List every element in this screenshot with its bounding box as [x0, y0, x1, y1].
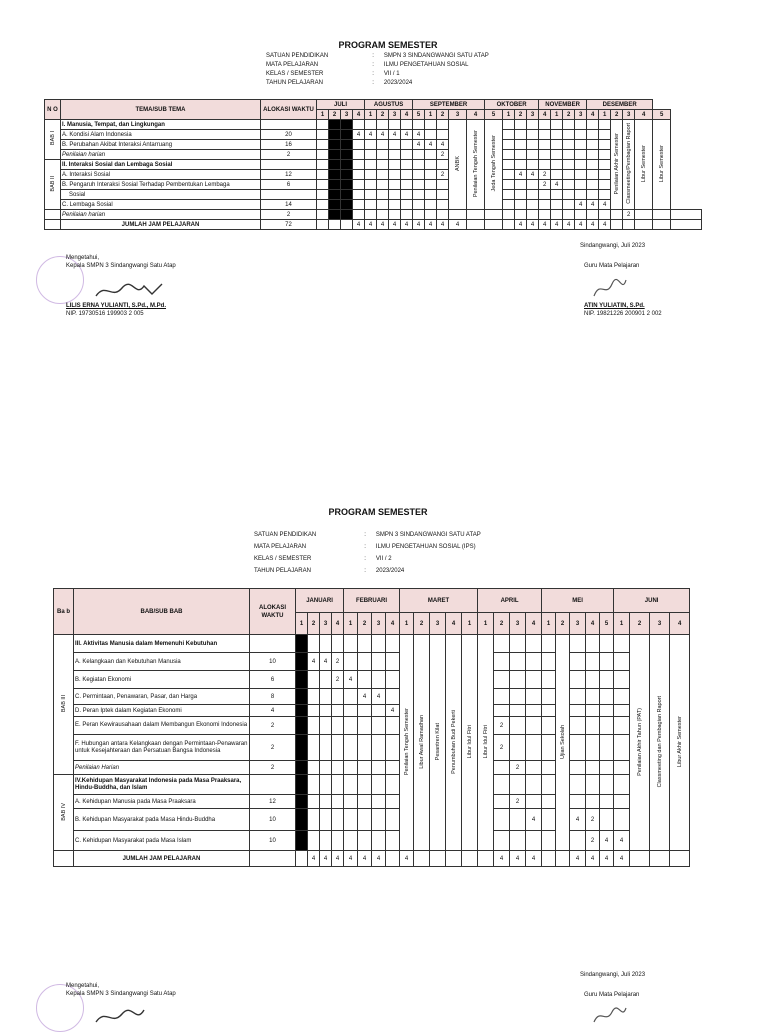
kepala-label: Kepala SMPN 3 Sindangwangi Satu Atap [66, 263, 176, 269]
row-label: F. Hubungan antara Kelangkaan dengan Permintaan-Penawaran untuk Kesejahteraan dan Persatuan Bangsa Indonesia [74, 735, 250, 761]
meta-key: SATUAN PENDIDIKAN [266, 53, 329, 59]
alokasi-value: 12 [250, 795, 296, 809]
alokasi-value: 2 [250, 717, 296, 735]
page-title-1: PROGRAM SEMESTER [338, 40, 438, 50]
col-header-alokasi: ALOKASI WAKTU [250, 589, 296, 635]
alokasi-value: 8 [250, 689, 296, 705]
total-row: JUMLAH JAM PELAJARAN 4 4 4 4 4 4 4 4 4 4 4 4 4 4 [54, 851, 690, 867]
row-label: Penilaian Harian [74, 761, 250, 775]
row-label: II. Interaksi Sosial dan Lembaga Sosial [61, 160, 261, 170]
alokasi-value: 10 [250, 831, 296, 851]
month-header: JANUARI [296, 589, 344, 613]
signature-right-name-1 [584, 302, 662, 318]
signature-right-label-1: Guru Mata Pelajaran [584, 263, 640, 269]
row-label: B. Perubahan Akibat Interaksi Antarruang [61, 140, 261, 150]
vertical-label: Libur Awal Ramadhan [418, 714, 425, 769]
total-value: 72 [261, 220, 317, 230]
vertical-label: Penumbuhan Budi Pekerti [450, 709, 457, 774]
vertical-label: Penilaian Akhir Semester [613, 132, 620, 195]
alokasi-value: 2 [250, 761, 296, 775]
table-row [45, 190, 702, 200]
table-row: E. Peran Kewirausahaan dalam Membangun Ekonomi Indonesia 2 2 [54, 717, 690, 735]
meta-key: KELAS / SEMESTER [266, 71, 324, 77]
meta-value: ILMU PENGETAHUAN SOSIAL [383, 62, 469, 68]
alokasi-value: 4 [250, 705, 296, 717]
alokasi-value: 12 [261, 170, 317, 180]
meta-value: VII / 2 [375, 556, 392, 562]
signature-scribble [92, 278, 172, 302]
meta-value: 2023/2024 [383, 80, 413, 86]
vertical-label: ANBK [454, 156, 461, 171]
signature-left-2 [66, 982, 176, 998]
kepala-nip: NIP. 19730516 199903 2 005 [66, 311, 144, 317]
row-label: C. Kehidupan Masyarakat pada Masa Islam [74, 831, 250, 851]
table-row: B. Kegiatan Ekonomi 6 2 4 [54, 671, 690, 689]
row-label: E. Peran Kewirausahaan dalam Membangun Ekonomi Indonesia [74, 717, 250, 735]
row-label: IV.Kehidupan Masyarakat Indonesia pada Masa Praaksara, Hindu-Buddha, dan Islam [74, 775, 250, 795]
month-header: MARET [400, 589, 478, 613]
month-header: SEPTEMBER [413, 100, 485, 110]
meta-info-2: SATUAN PENDIDIKAN : SMPN 3 SINDANGWANGI SATU ATAP MATA PELAJARAN : ILMU PENGETAHUAN SOSIAL (IPS) KELAS / SEMESTER : VII / 2 TAHUN PELAJARAN : 2023/2024 [254, 529, 485, 577]
month-header: FEBRUARI [344, 589, 400, 613]
meta-key: KELAS / SEMESTER [254, 556, 312, 562]
vertical-label: Pesantren Kilat [434, 722, 441, 761]
meta-value: VII / 1 [383, 71, 400, 77]
page-title-2: PROGRAM SEMESTER [328, 507, 428, 517]
alokasi-value: 2 [261, 210, 317, 220]
week-header-row: 1 2 3 4 1 2 3 4 1 2 3 4 1 1 2 3 4 1 2 3 4 5 1 2 3 4 [54, 613, 690, 635]
mengetahui-label: Mengetahui, [66, 983, 100, 989]
vertical-label: Jeda Tengah Semester [490, 135, 497, 192]
alokasi-value: 2 [250, 735, 296, 761]
vertical-label: Libur Akhir Semester [676, 715, 683, 768]
alokasi-value: 14 [261, 200, 317, 210]
signature-right-label-2: Guru Mata Pelajaran [584, 992, 640, 998]
total-label: JUMLAH JAM PELAJARAN [61, 220, 261, 230]
table-row [54, 775, 690, 795]
semester-table-2 [53, 588, 690, 867]
month-header: OKTOBER [485, 100, 539, 110]
month-header: NOVEMBER [539, 100, 587, 110]
alokasi-value: 2 [261, 150, 317, 160]
semester-table-1 [44, 99, 702, 230]
table-row: Penilaian harian 2 2 [45, 210, 702, 220]
table-row: D. Peran Iptek dalam Kegiatan Ekonomi 4 4 [54, 705, 690, 717]
table-row: C. Lembaga Sosial 14 4 4 4 [45, 200, 702, 210]
row-label: Penilaian harian [61, 210, 261, 220]
week-header-row: 1 2 3 4 1 2 3 4 5 1 2 3 4 5 1 2 3 4 1 2 3 4 1 2 3 4 5 [45, 110, 702, 120]
kepala-label: Kepala SMPN 3 Sindangwangi Satu Atap [66, 991, 176, 997]
table-row: A. Kehidupan Manusia pada Masa Praaksara 12 2 [54, 795, 690, 809]
col-header-bab: Ba b [54, 589, 74, 635]
signature-scribble [590, 1004, 630, 1024]
row-label: B. Kegiatan Ekonomi [74, 671, 250, 689]
table-row: Penilaian harian 2 2 [45, 150, 702, 160]
month-header: JULI [317, 100, 365, 110]
vertical-label: Libur Idul Fitri [466, 724, 473, 759]
row-label: D. Peran Iptek dalam Kegiatan Ekonomi [74, 705, 250, 717]
table-row: C. Kehidupan Masyarakat pada Masa Islam 10 2 4 4 [54, 831, 690, 851]
kepala-name: LILIS ERNA YULIANTI, S.Pd., M.Pd. [66, 303, 167, 309]
vertical-label: Penilaian Akhir Tahun (PAT) [636, 707, 643, 776]
alokasi-value: 20 [261, 130, 317, 140]
total-label: JUMLAH JAM PELAJARAN [74, 851, 250, 867]
alokasi-value: 10 [250, 653, 296, 671]
vertical-label: Ujian Sekolah [559, 724, 566, 759]
vertical-label: Classmeeting/Pembagian Raport [625, 123, 632, 204]
row-label: C. Lembaga Sosial [61, 200, 261, 210]
signature-date-1: Sindangwangi, Juli 2023 [580, 243, 646, 249]
col-header-tema: TEMA/SUB TEMA [61, 100, 261, 120]
alokasi-value: 10 [250, 809, 296, 831]
row-label: C. Permintaan, Penawaran, Pasar, dan Harga [74, 689, 250, 705]
row-label: Penilaian harian [61, 150, 261, 160]
vertical-label: Libur Idul Fitri [482, 724, 489, 759]
row-label: III. Aktivitas Manusia dalam Memenuhi Kebutuhan [74, 635, 250, 653]
row-label: B. Kehidupan Masyarakat pada Masa Hindu-Buddha [74, 809, 250, 831]
vertical-label: Libur Semester [658, 144, 665, 183]
meta-key: MATA PELAJARAN [254, 544, 307, 550]
bab-label: BAB II [49, 175, 56, 192]
month-header: APRIL [478, 589, 542, 613]
vertical-label: Libur Semester [640, 144, 647, 183]
alokasi-value: 6 [261, 180, 317, 190]
row-label: A. Kondisi Alam Indonesia [61, 130, 261, 140]
table-row: Penilaian Harian 2 2 [54, 761, 690, 775]
table-row: B. Kehidupan Masyarakat pada Masa Hindu-Buddha 10 4 4 2 [54, 809, 690, 831]
table-row [45, 120, 702, 130]
month-header: DESEMBER [587, 100, 653, 110]
col-header-no: N O [45, 100, 61, 120]
meta-info-1: SATUAN PENDIDIKAN : SMPN 3 SINDANGWANGI SATU ATAP MATA PELAJARAN : ILMU PENGETAHUAN SOSIAL KELAS / SEMESTER : VII / 1 TAHUN PELAJARAN : 2023/2024 [266, 52, 493, 88]
month-header: MEI [542, 589, 614, 613]
meta-key: TAHUN PELAJARAN [266, 80, 323, 86]
table-row: A. Interaksi Sosial 12 2 4 4 2 [45, 170, 702, 180]
table-row: A. Kelangkaan dan Kebutuhan Manusia 10 4 4 2 [54, 653, 690, 671]
alokasi-value: 6 [250, 671, 296, 689]
row-label: I. Manusia, Tempat, dan Lingkungan [61, 120, 261, 130]
row-label: A. Kehidupan Manusia pada Masa Praaksara [74, 795, 250, 809]
meta-key: MATA PELAJARAN [266, 62, 319, 68]
table-row: C. Permintaan, Penawaran, Pasar, dan Harga 8 4 4 [54, 689, 690, 705]
mengetahui-label: Mengetahui, [66, 255, 100, 261]
guru-nip: NIP. 19821226 200901 2 002 [584, 311, 662, 317]
meta-value: SMPN 3 SINDANGWANGI SATU ATAP [383, 53, 489, 59]
col-header-alokasi: ALOKASI WAKTU [261, 100, 317, 120]
signature-left-name-1 [66, 302, 166, 318]
table-row [45, 160, 702, 170]
meta-key: TAHUN PELAJARAN [254, 568, 311, 574]
bab-label: BAB I [49, 131, 56, 146]
vertical-label: Classmeeting dan Pembagian Raport [656, 695, 663, 788]
alokasi-value: 16 [261, 140, 317, 150]
meta-value: 2023/2024 [375, 568, 405, 574]
vertical-label: Penilaian Tengah Semester [403, 707, 410, 776]
row-label: A. Kelangkaan dan Kebutuhan Manusia [74, 653, 250, 671]
table-row: B. Perubahan Akibat Interaksi Antarruang 16 4 4 4 [45, 140, 702, 150]
bab-label: BAB IV [60, 802, 67, 821]
month-header: AGUSTUS [365, 100, 413, 110]
table-row: B. Pengaruh Interaksi Sosial Terhadap Pembentukan Lembaga 6 2 4 [45, 180, 702, 190]
table-row: A. Kondisi Alam Indonesia 20 4 4 4 4 4 4 [45, 130, 702, 140]
col-header-sub: BAB/SUB BAB [74, 589, 250, 635]
total-row: JUMLAH JAM PELAJARAN 72 4 4 4 4 4 4 4 4 4 4 4 4 4 4 4 4 4 [45, 220, 702, 230]
row-label: Sosial [61, 190, 261, 200]
meta-value: ILMU PENGETAHUAN SOSIAL (IPS) [375, 544, 476, 550]
signature-date-2: Sindangwangi, Juli 2023 [580, 972, 646, 978]
vertical-label: Penilaian Tengah Semester [472, 129, 479, 198]
row-label: A. Interaksi Sosial [61, 170, 261, 180]
table-row: F. Hubungan antara Kelangkaan dengan Permintaan-Penawaran untuk Kesejahteraan dan Persatuan Bangsa Indonesia 2 2 [54, 735, 690, 761]
table-row [54, 635, 690, 653]
meta-key: SATUAN PENDIDIKAN [254, 532, 317, 538]
meta-value: SMPN 3 SINDANGWANGI SATU ATAP [375, 532, 481, 538]
row-label: B. Pengaruh Interaksi Sosial Terhadap Pembentukan Lembaga [61, 180, 261, 190]
signature-scribble [92, 1004, 152, 1024]
guru-name: ATIN YULIATIN, S.Pd. [584, 303, 645, 309]
month-header: JUNI [614, 589, 690, 613]
bab-label: BAB III [60, 694, 67, 713]
signature-left-1 [66, 254, 176, 270]
signature-scribble [590, 276, 630, 300]
